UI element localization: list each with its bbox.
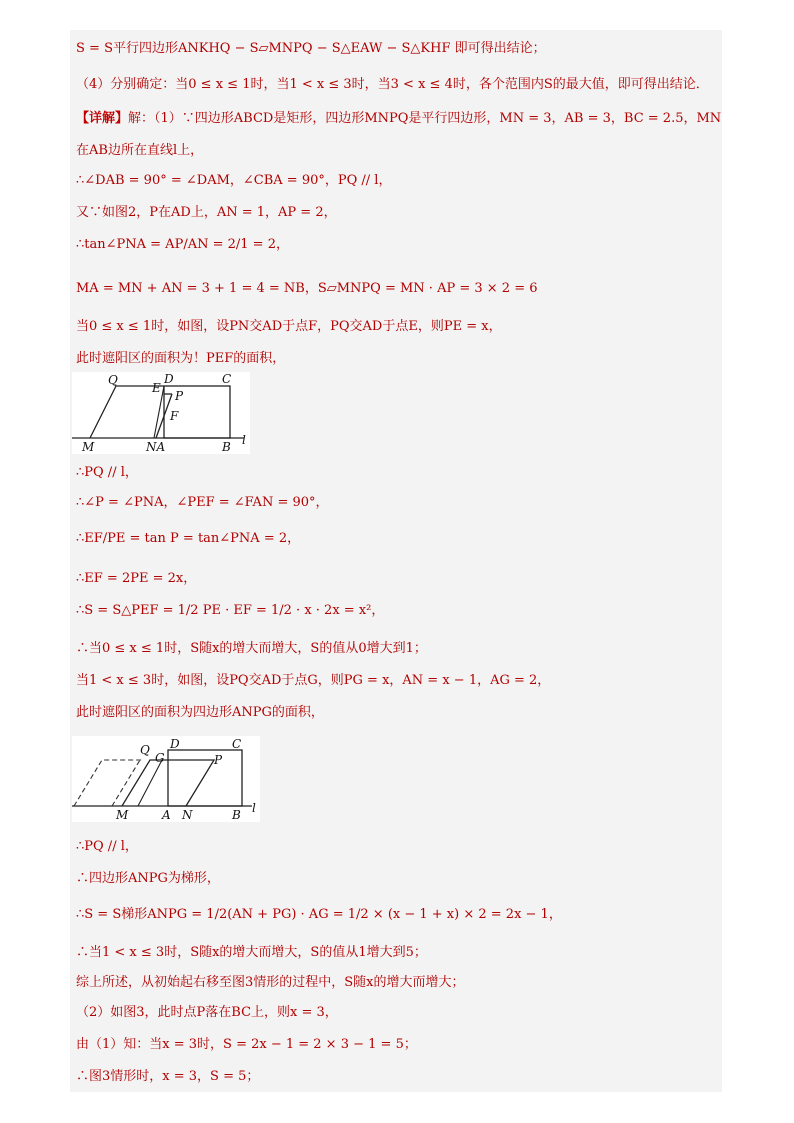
line-text: 此时遮阳区的面积为四边形ANPG的面积， <box>76 705 324 720</box>
label-E: E <box>152 381 161 395</box>
solution-line <box>76 76 709 94</box>
label-N: N <box>182 808 193 822</box>
line-text: 此时遮阳区的面积为！PEF的面积， <box>76 351 286 366</box>
solution-line <box>76 40 546 58</box>
line-text: 又∵如图2，P在AD上，AN = 1，AP = 2， <box>76 205 337 220</box>
figure-1-diagram <box>72 372 250 454</box>
line-text: ∴PQ // l， <box>76 839 138 854</box>
solution-line <box>76 318 502 336</box>
line-text: ∴EF = 2PE = 2x， <box>76 571 197 586</box>
line-text: ∴PQ // l， <box>76 465 138 480</box>
line-text: ∴图3情形时，x = 3，S = 5； <box>76 1069 260 1084</box>
line-text: ∴当1 < x ≤ 3时，S随x的增大而增大，S的值从1增大到5； <box>76 945 427 960</box>
line-text: 当1 < x ≤ 3时，如图，设PQ交AD于点G，则PG = x，AN = x − 1，AG = 2， <box>76 673 551 688</box>
label-G: G <box>155 751 165 765</box>
label-l: l <box>252 801 256 815</box>
solution-line <box>76 464 138 482</box>
solution-line <box>76 494 329 512</box>
solution-line <box>76 280 538 298</box>
label-D: D <box>164 372 174 386</box>
label-P: P <box>214 753 223 767</box>
line-text: ∴EF/PE = tan P = tan∠PNA = 2， <box>76 531 301 546</box>
figure-2 <box>72 736 260 822</box>
solution-line <box>76 704 324 722</box>
line-text: 解：（1）∵四边形ABCD是矩形，四边形MNPQ是平行四边形，MN = 3，AB = 3，BC = 2.5，MN <box>128 111 722 126</box>
line-text: 综上所述，从初始起右移至图3情形的过程中，S随x的增大而增大； <box>76 975 465 990</box>
figure-2-diagram <box>72 736 260 822</box>
line-text: ∴∠DAB = 90° = ∠DAM，∠CBA = 90°，PQ // l， <box>76 173 392 188</box>
label-B: B <box>232 808 241 822</box>
label-A: A <box>162 808 171 822</box>
detail-label: 【详解】 <box>76 111 129 126</box>
solution-line <box>76 110 721 128</box>
figure-1 <box>72 372 250 454</box>
label-P: P <box>175 389 184 403</box>
label-C: C <box>232 737 242 751</box>
solution-line <box>76 530 300 548</box>
line-text: S = S平行四边形ANKHQ − S▱MNPQ − S△EAW − S△KHF 即可得出结论； <box>76 41 546 56</box>
solution-line <box>76 350 285 368</box>
label-B: B <box>222 440 231 454</box>
solution-line <box>76 1036 417 1054</box>
solution-line <box>76 204 337 222</box>
solution-line <box>76 1068 259 1086</box>
solution-line <box>76 172 391 190</box>
line-text: ∴S = S梯形ANPG = 1/2(AN + PG) · AG = 1/2 × (x − 1 + x) × 2 = 2x − 1， <box>76 907 562 922</box>
solution-line <box>76 640 427 658</box>
solution-line <box>76 570 196 588</box>
solution-line <box>76 672 550 690</box>
solution-line <box>76 236 289 254</box>
line-text: ∴S = S△PEF = 1/2 PE · EF = 1/2 · x · 2x = x²， <box>76 603 385 618</box>
line-text: ∴四边形ANPG为梯形， <box>76 871 220 886</box>
line-text: ∴当0 ≤ x ≤ 1时，S随x的增大而增大，S的值从0增大到1； <box>76 641 427 656</box>
line-text: ∴∠P = ∠PNA，∠PEF = ∠FAN = 90°， <box>76 495 329 510</box>
label-l: l <box>242 433 246 447</box>
solution-line <box>76 838 138 856</box>
line-text: 在AB边所在直线l上， <box>76 143 204 158</box>
label-Q: Q <box>108 373 118 387</box>
solution-line <box>76 870 220 888</box>
line-text: 由（1）知：当x = 3时，S = 2x − 1 = 2 × 3 − 1 = 5； <box>76 1037 417 1052</box>
solution-line <box>76 1004 338 1022</box>
label-NA: NA <box>146 440 166 454</box>
solution-line <box>76 142 203 160</box>
label-Q: Q <box>140 743 150 757</box>
line-text: 当0 ≤ x ≤ 1时，如图，设PN交AD于点F，PQ交AD于点E，则PE = x， <box>76 319 502 334</box>
line-text: ∴tan∠PNA = AP/AN = 2/1 = 2， <box>76 237 289 252</box>
label-F: F <box>170 409 179 423</box>
line-text: MA = MN + AN = 3 + 1 = 4 = NB，S▱MNPQ = MN · AP = 3 × 2 = 6 <box>76 281 538 296</box>
solution-line <box>76 906 562 924</box>
label-M: M <box>116 808 129 822</box>
solution-line <box>76 974 465 992</box>
solution-line <box>76 944 427 962</box>
line-text: （4）分别确定：当0 ≤ x ≤ 1时，当1 < x ≤ 3时，当3 < x ≤ 4时，各个范围内S的最大值，即可得出结论． <box>76 77 709 92</box>
line-text: （2）如图3，此时点P落在BC上，则x = 3， <box>76 1005 338 1020</box>
label-M: M <box>82 440 95 454</box>
solution-line <box>76 602 384 620</box>
label-D: D <box>170 737 180 751</box>
label-C: C <box>222 372 232 386</box>
